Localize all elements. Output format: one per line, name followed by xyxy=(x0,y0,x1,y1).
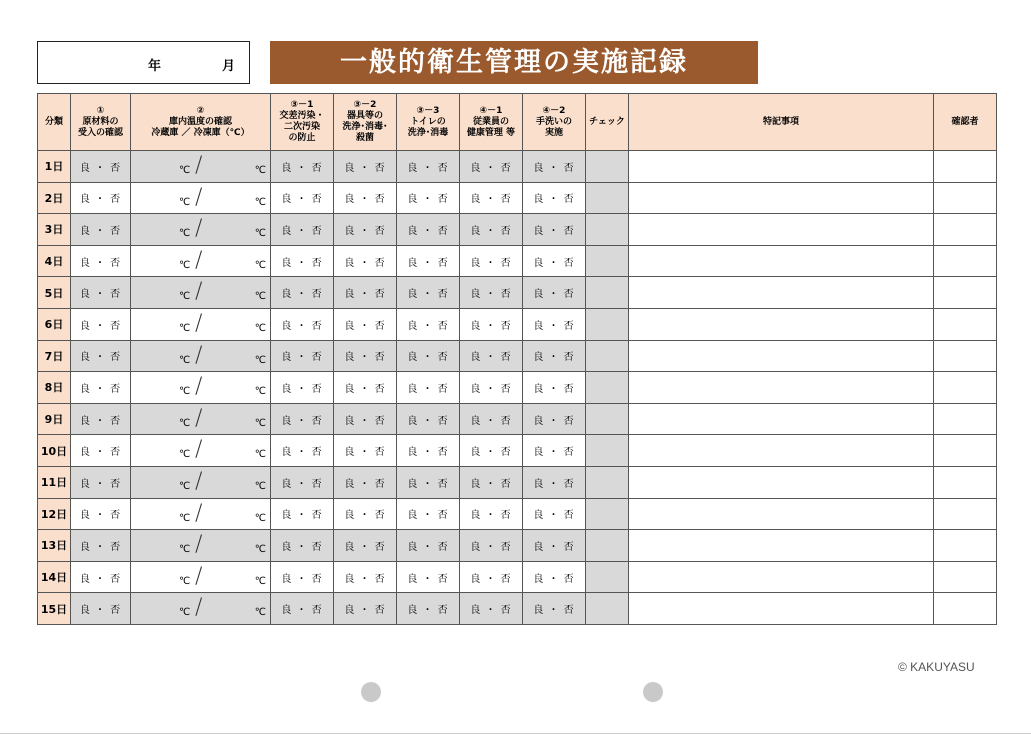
table-row xyxy=(38,308,997,340)
cross-contamination-cell[interactable]: 良 ・ 否 xyxy=(271,403,334,435)
raw-material-check-cell[interactable]: 良 ・ 否 xyxy=(71,403,131,435)
special-notes-cell[interactable] xyxy=(629,435,934,467)
temp-separator: / xyxy=(195,342,203,368)
check-cell[interactable] xyxy=(586,372,629,404)
header-category: 分類 xyxy=(38,94,71,151)
freezer-temp-unit: ℃ xyxy=(254,607,266,619)
staff-health-cell[interactable]: 良 ・ 否 xyxy=(460,498,523,530)
check-cell[interactable] xyxy=(586,498,629,530)
special-notes-cell[interactable] xyxy=(629,466,934,498)
utensil-sanitizing-cell[interactable]: 良 ・ 否 xyxy=(334,340,397,372)
day-label: 6日 xyxy=(38,308,71,340)
special-notes-cell[interactable] xyxy=(629,182,934,214)
cross-contamination-cell[interactable]: 良 ・ 否 xyxy=(271,214,334,246)
cross-contamination-cell[interactable]: 良 ・ 否 xyxy=(271,245,334,277)
bottom-divider xyxy=(0,733,1031,734)
day-label: 1日 xyxy=(38,151,71,183)
confirmer-cell[interactable] xyxy=(934,308,997,340)
cross-contamination-cell[interactable]: 良 ・ 否 xyxy=(271,435,334,467)
freezer-temp-unit: ℃ xyxy=(254,228,266,240)
freezer-temp-unit: ℃ xyxy=(254,386,266,398)
temp-separator: / xyxy=(195,374,203,400)
table-row xyxy=(38,561,997,593)
raw-material-check-cell[interactable]: 良 ・ 否 xyxy=(71,340,131,372)
temperature-cell[interactable] xyxy=(131,372,271,404)
cross-contamination-cell[interactable]: 良 ・ 否 xyxy=(271,277,334,309)
staff-health-cell[interactable]: 良 ・ 否 xyxy=(460,561,523,593)
raw-material-check-cell[interactable]: 良 ・ 否 xyxy=(71,151,131,183)
cross-contamination-cell[interactable]: 良 ・ 否 xyxy=(271,530,334,562)
fridge-temp-unit: ℃ xyxy=(179,165,191,176)
raw-material-check-cell[interactable]: 良 ・ 否 xyxy=(71,372,131,404)
temperature-cell[interactable] xyxy=(131,435,271,467)
header-staff-health: ④－1 従業員の 健康管理 等 xyxy=(460,94,523,151)
toilet-sanitizing-cell[interactable]: 良 ・ 否 xyxy=(397,277,460,309)
confirmer-cell[interactable] xyxy=(934,340,997,372)
table-row xyxy=(38,245,997,277)
utensil-sanitizing-cell[interactable]: 良 ・ 否 xyxy=(334,308,397,340)
toilet-sanitizing-cell[interactable]: 良 ・ 否 xyxy=(397,498,460,530)
toilet-sanitizing-cell[interactable]: 良 ・ 否 xyxy=(397,435,460,467)
utensil-sanitizing-cell[interactable]: 良 ・ 否 xyxy=(334,530,397,562)
hand-washing-cell[interactable]: 良 ・ 否 xyxy=(523,151,586,183)
temp-separator: / xyxy=(195,500,203,526)
check-cell[interactable] xyxy=(586,340,629,372)
freezer-temp-unit: ℃ xyxy=(254,354,266,366)
temp-separator: / xyxy=(195,279,203,305)
special-notes-cell[interactable] xyxy=(629,498,934,530)
utensil-sanitizing-cell[interactable]: 良 ・ 否 xyxy=(334,245,397,277)
header-special-notes: 特記事項 xyxy=(629,94,934,151)
confirmer-cell[interactable] xyxy=(934,435,997,467)
toilet-sanitizing-cell[interactable]: 良 ・ 否 xyxy=(397,561,460,593)
fridge-temp-unit: ℃ xyxy=(179,354,191,366)
raw-material-check-cell[interactable]: 良 ・ 否 xyxy=(71,530,131,562)
header-cross-contamination: ③－1 交差汚染・ 二次汚染 の防止 xyxy=(271,94,334,151)
check-cell[interactable] xyxy=(586,561,629,593)
day-label: 5日 xyxy=(38,277,71,309)
table-row xyxy=(38,593,997,625)
cross-contamination-cell[interactable]: 良 ・ 否 xyxy=(271,498,334,530)
temp-separator: / xyxy=(195,595,203,621)
header-utensil-sanitizing: ③－2 器具等の 洗浄･消毒･ 殺菌 xyxy=(334,94,397,151)
staff-health-cell[interactable]: 良 ・ 否 xyxy=(460,308,523,340)
temperature-cell[interactable] xyxy=(131,151,271,183)
check-cell[interactable] xyxy=(586,214,629,246)
staff-health-cell[interactable]: 良 ・ 否 xyxy=(460,214,523,246)
utensil-sanitizing-cell[interactable]: 良 ・ 否 xyxy=(334,277,397,309)
special-notes-cell[interactable] xyxy=(629,277,934,309)
hand-washing-cell[interactable]: 良 ・ 否 xyxy=(523,498,586,530)
toilet-sanitizing-cell[interactable]: 良 ・ 否 xyxy=(397,372,460,404)
cross-contamination-cell[interactable]: 良 ・ 否 xyxy=(271,561,334,593)
fridge-temp-unit: ℃ xyxy=(179,512,191,524)
toilet-sanitizing-cell[interactable]: 良 ・ 否 xyxy=(397,593,460,625)
check-cell[interactable] xyxy=(586,403,629,435)
hand-washing-cell[interactable]: 良 ・ 否 xyxy=(523,214,586,246)
table-row xyxy=(38,182,997,214)
hand-washing-cell[interactable]: 良 ・ 否 xyxy=(523,340,586,372)
check-cell[interactable] xyxy=(586,435,629,467)
temp-separator: / xyxy=(195,532,203,558)
check-cell[interactable] xyxy=(586,151,629,183)
check-cell[interactable] xyxy=(586,530,629,562)
punch-hole-right xyxy=(643,682,663,702)
table-row xyxy=(38,530,997,562)
fridge-temp-unit: ℃ xyxy=(179,291,191,303)
header-toilet-sanitizing: ③－3 トイレの 洗浄･消毒 xyxy=(397,94,460,151)
check-cell[interactable] xyxy=(586,466,629,498)
temperature-cell[interactable] xyxy=(131,498,271,530)
staff-health-cell[interactable]: 良 ・ 否 xyxy=(460,530,523,562)
raw-material-check-cell[interactable]: 良 ・ 否 xyxy=(71,466,131,498)
check-cell[interactable] xyxy=(586,277,629,309)
temperature-cell[interactable] xyxy=(131,340,271,372)
day-label: 8日 xyxy=(38,372,71,404)
raw-material-check-cell[interactable]: 良 ・ 否 xyxy=(71,308,131,340)
cross-contamination-cell[interactable]: 良 ・ 否 xyxy=(271,182,334,214)
special-notes-cell[interactable] xyxy=(629,561,934,593)
raw-material-check-cell[interactable]: 良 ・ 否 xyxy=(71,214,131,246)
temperature-cell[interactable] xyxy=(131,403,271,435)
staff-health-cell[interactable]: 良 ・ 否 xyxy=(460,593,523,625)
special-notes-cell[interactable] xyxy=(629,245,934,277)
confirmer-cell[interactable] xyxy=(934,466,997,498)
temperature-cell[interactable] xyxy=(131,561,271,593)
freezer-temp-unit: ℃ xyxy=(254,165,266,176)
year-label: 年 xyxy=(148,59,162,74)
temp-separator: / xyxy=(195,247,203,273)
check-cell[interactable] xyxy=(586,308,629,340)
table-row xyxy=(38,151,997,183)
hand-washing-cell[interactable]: 良 ・ 否 xyxy=(523,277,586,309)
fridge-temp-unit: ℃ xyxy=(179,449,191,461)
day-label: 7日 xyxy=(38,340,71,372)
confirmer-cell[interactable] xyxy=(934,498,997,530)
hand-washing-cell[interactable]: 良 ・ 否 xyxy=(523,435,586,467)
freezer-temp-unit: ℃ xyxy=(254,480,266,492)
fridge-temp-unit: ℃ xyxy=(179,607,191,619)
staff-health-cell[interactable]: 良 ・ 否 xyxy=(460,372,523,404)
cross-contamination-cell[interactable]: 良 ・ 否 xyxy=(271,593,334,625)
cross-contamination-cell[interactable]: 良 ・ 否 xyxy=(271,466,334,498)
temp-separator: / xyxy=(195,563,203,589)
temp-separator: / xyxy=(195,310,203,336)
header-storage-temperature: ② 庫内温度の確認 冷蔵庫 ／ 冷凍庫（℃） xyxy=(131,94,271,151)
confirmer-cell[interactable] xyxy=(934,530,997,562)
special-notes-cell[interactable] xyxy=(629,530,934,562)
staff-health-cell[interactable]: 良 ・ 否 xyxy=(460,277,523,309)
header-check: チェック xyxy=(586,94,629,151)
hand-washing-cell[interactable]: 良 ・ 否 xyxy=(523,372,586,404)
raw-material-check-cell[interactable]: 良 ・ 否 xyxy=(71,498,131,530)
freezer-temp-unit: ℃ xyxy=(254,322,266,334)
toilet-sanitizing-cell[interactable]: 良 ・ 否 xyxy=(397,403,460,435)
freezer-temp-unit: ℃ xyxy=(254,417,266,429)
staff-health-cell[interactable]: 良 ・ 否 xyxy=(460,466,523,498)
hand-washing-cell[interactable]: 良 ・ 否 xyxy=(523,530,586,562)
day-label: 15日 xyxy=(38,593,71,625)
check-cell[interactable] xyxy=(586,182,629,214)
confirmer-cell[interactable] xyxy=(934,277,997,309)
staff-health-cell[interactable]: 良 ・ 否 xyxy=(460,245,523,277)
temperature-cell[interactable] xyxy=(131,466,271,498)
day-label: 14日 xyxy=(38,561,71,593)
staff-health-cell[interactable]: 良 ・ 否 xyxy=(460,340,523,372)
year-month-box[interactable] xyxy=(37,41,250,84)
confirmer-cell[interactable] xyxy=(934,372,997,404)
utensil-sanitizing-cell[interactable]: 良 ・ 否 xyxy=(334,403,397,435)
raw-material-check-cell[interactable]: 良 ・ 否 xyxy=(71,435,131,467)
special-notes-cell[interactable] xyxy=(629,403,934,435)
temperature-cell[interactable] xyxy=(131,277,271,309)
day-label: 12日 xyxy=(38,498,71,530)
punch-hole-left xyxy=(361,682,381,702)
table-row xyxy=(38,340,997,372)
table-row xyxy=(38,466,997,498)
fridge-temp-unit: ℃ xyxy=(179,417,191,429)
cross-contamination-cell[interactable]: 良 ・ 否 xyxy=(271,340,334,372)
staff-health-cell[interactable]: 良 ・ 否 xyxy=(460,182,523,214)
hand-washing-cell[interactable]: 良 ・ 否 xyxy=(523,561,586,593)
temperature-cell[interactable] xyxy=(131,593,271,625)
freezer-temp-unit: ℃ xyxy=(254,449,266,461)
day-label: 3日 xyxy=(38,214,71,246)
special-notes-cell[interactable] xyxy=(629,151,934,183)
temperature-cell[interactable] xyxy=(131,245,271,277)
table-row xyxy=(38,403,997,435)
raw-material-check-cell[interactable]: 良 ・ 否 xyxy=(71,277,131,309)
utensil-sanitizing-cell[interactable]: 良 ・ 否 xyxy=(334,561,397,593)
temp-separator: / xyxy=(195,405,203,431)
hand-washing-cell[interactable]: 良 ・ 否 xyxy=(523,245,586,277)
fridge-temp-unit: ℃ xyxy=(179,575,191,587)
utensil-sanitizing-cell[interactable]: 良 ・ 否 xyxy=(334,182,397,214)
special-notes-cell[interactable] xyxy=(629,214,934,246)
confirmer-cell[interactable] xyxy=(934,593,997,625)
toilet-sanitizing-cell[interactable]: 良 ・ 否 xyxy=(397,245,460,277)
fridge-temp-unit: ℃ xyxy=(179,259,191,271)
fridge-temp-unit: ℃ xyxy=(179,480,191,492)
temp-separator: / xyxy=(195,184,203,210)
raw-material-check-cell[interactable]: 良 ・ 否 xyxy=(71,593,131,625)
cross-contamination-cell[interactable]: 良 ・ 否 xyxy=(271,372,334,404)
utensil-sanitizing-cell[interactable]: 良 ・ 否 xyxy=(334,214,397,246)
temperature-cell[interactable] xyxy=(131,182,271,214)
utensil-sanitizing-cell[interactable]: 良 ・ 否 xyxy=(334,372,397,404)
utensil-sanitizing-cell[interactable]: 良 ・ 否 xyxy=(334,498,397,530)
header-confirmer: 確認者 xyxy=(934,94,997,151)
check-cell[interactable] xyxy=(586,245,629,277)
freezer-temp-unit: ℃ xyxy=(254,575,266,587)
staff-health-cell[interactable]: 良 ・ 否 xyxy=(460,403,523,435)
temp-separator: / xyxy=(195,468,203,494)
utensil-sanitizing-cell[interactable]: 良 ・ 否 xyxy=(334,151,397,183)
special-notes-cell[interactable] xyxy=(629,340,934,372)
staff-health-cell[interactable]: 良 ・ 否 xyxy=(460,151,523,183)
raw-material-check-cell[interactable]: 良 ・ 否 xyxy=(71,245,131,277)
copyright-text: © KAKUYASU xyxy=(898,660,975,674)
confirmer-cell[interactable] xyxy=(934,214,997,246)
confirmer-cell[interactable] xyxy=(934,403,997,435)
day-label: 13日 xyxy=(38,530,71,562)
freezer-temp-unit: ℃ xyxy=(254,291,266,303)
special-notes-cell[interactable] xyxy=(629,372,934,404)
freezer-temp-unit: ℃ xyxy=(254,196,266,208)
freezer-temp-unit: ℃ xyxy=(254,544,266,556)
day-label: 10日 xyxy=(38,435,71,467)
toilet-sanitizing-cell[interactable]: 良 ・ 否 xyxy=(397,182,460,214)
freezer-temp-unit: ℃ xyxy=(254,512,266,524)
day-label: 4日 xyxy=(38,245,71,277)
toilet-sanitizing-cell[interactable]: 良 ・ 否 xyxy=(397,340,460,372)
table-row xyxy=(38,277,997,309)
page-title: 一般的衛生管理の実施記録 xyxy=(270,41,758,84)
toilet-sanitizing-cell[interactable]: 良 ・ 否 xyxy=(397,530,460,562)
toilet-sanitizing-cell[interactable]: 良 ・ 否 xyxy=(397,151,460,183)
header-raw-material-check: ① 原材料の 受入の確認 xyxy=(71,94,131,151)
day-label: 2日 xyxy=(38,182,71,214)
toilet-sanitizing-cell[interactable]: 良 ・ 否 xyxy=(397,308,460,340)
toilet-sanitizing-cell[interactable]: 良 ・ 否 xyxy=(397,466,460,498)
freezer-temp-unit: ℃ xyxy=(254,259,266,271)
confirmer-cell[interactable] xyxy=(934,151,997,183)
hand-washing-cell[interactable]: 良 ・ 否 xyxy=(523,403,586,435)
hand-washing-cell[interactable]: 良 ・ 否 xyxy=(523,308,586,340)
temperature-cell[interactable] xyxy=(131,308,271,340)
raw-material-check-cell[interactable]: 良 ・ 否 xyxy=(71,182,131,214)
hygiene-record-table xyxy=(37,93,997,625)
table-row xyxy=(38,214,997,246)
utensil-sanitizing-cell[interactable]: 良 ・ 否 xyxy=(334,593,397,625)
fridge-temp-unit: ℃ xyxy=(179,322,191,334)
temp-separator: / xyxy=(195,437,203,463)
raw-material-check-cell[interactable]: 良 ・ 否 xyxy=(71,561,131,593)
toilet-sanitizing-cell[interactable]: 良 ・ 否 xyxy=(397,214,460,246)
utensil-sanitizing-cell[interactable]: 良 ・ 否 xyxy=(334,435,397,467)
special-notes-cell[interactable] xyxy=(629,308,934,340)
confirmer-cell[interactable] xyxy=(934,245,997,277)
temp-separator: / xyxy=(195,216,203,242)
hand-washing-cell[interactable]: 良 ・ 否 xyxy=(523,182,586,214)
utensil-sanitizing-cell[interactable]: 良 ・ 否 xyxy=(334,466,397,498)
month-label: 月 xyxy=(222,59,236,74)
confirmer-cell[interactable] xyxy=(934,561,997,593)
header-hand-washing: ④－2 手洗いの 実施 xyxy=(523,94,586,151)
check-cell[interactable] xyxy=(586,593,629,625)
table-header-row xyxy=(38,94,997,151)
cross-contamination-cell[interactable]: 良 ・ 否 xyxy=(271,308,334,340)
hand-washing-cell[interactable]: 良 ・ 否 xyxy=(523,593,586,625)
hand-washing-cell[interactable]: 良 ・ 否 xyxy=(523,466,586,498)
day-label: 11日 xyxy=(38,466,71,498)
fridge-temp-unit: ℃ xyxy=(179,228,191,240)
table-row xyxy=(38,372,997,404)
cross-contamination-cell[interactable]: 良 ・ 否 xyxy=(271,151,334,183)
fridge-temp-unit: ℃ xyxy=(179,386,191,398)
day-label: 9日 xyxy=(38,403,71,435)
fridge-temp-unit: ℃ xyxy=(179,196,191,208)
temp-separator: / xyxy=(195,153,203,178)
temperature-cell[interactable] xyxy=(131,530,271,562)
table-row xyxy=(38,498,997,530)
special-notes-cell[interactable] xyxy=(629,593,934,625)
staff-health-cell[interactable]: 良 ・ 否 xyxy=(460,435,523,467)
temperature-cell[interactable] xyxy=(131,214,271,246)
confirmer-cell[interactable] xyxy=(934,182,997,214)
table-row xyxy=(38,435,997,467)
fridge-temp-unit: ℃ xyxy=(179,544,191,556)
